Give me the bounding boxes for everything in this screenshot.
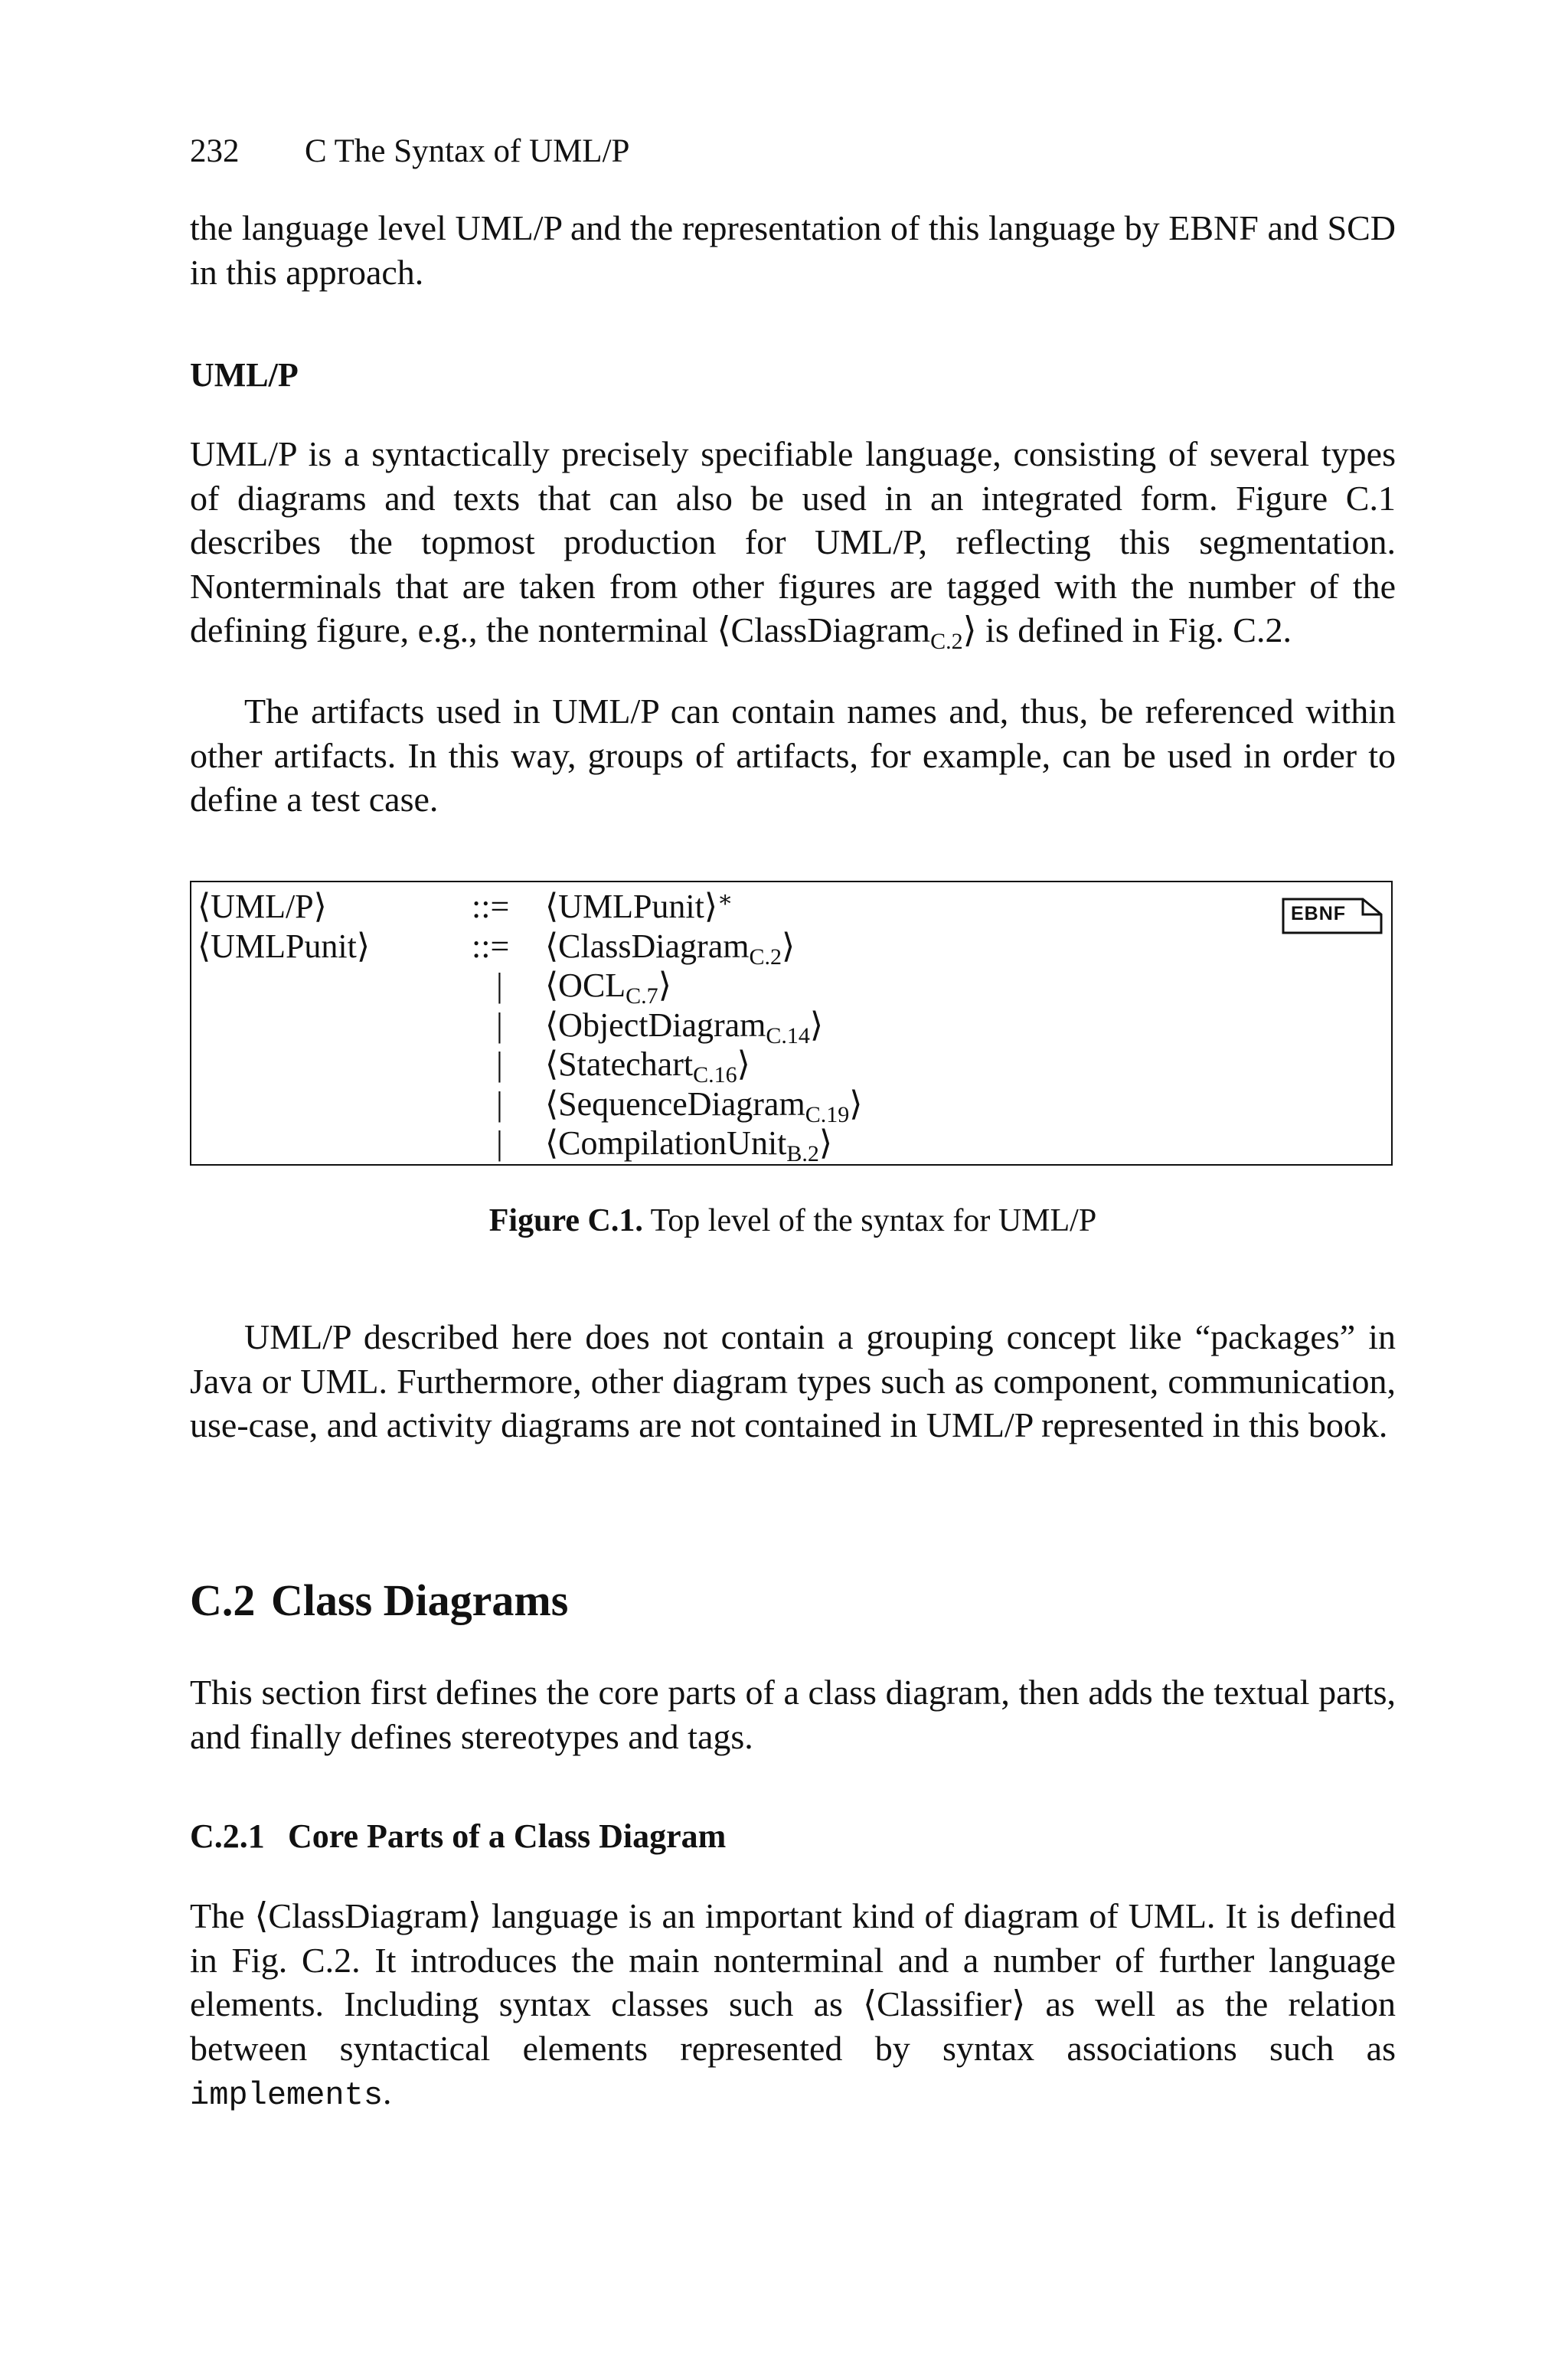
figure-reference-subscript: C.16 bbox=[693, 1062, 737, 1088]
grammar-operator: | bbox=[496, 1006, 503, 1044]
grammar-row bbox=[191, 1124, 1391, 1166]
figure-reference-subscript: C.7 bbox=[626, 983, 658, 1009]
section-intro: This section first defines the core parts of a class diagram, then adds the textual parts, and finally defines stereotypes and tags. bbox=[190, 1673, 1396, 1756]
grammar-operator: | bbox=[496, 967, 503, 1004]
production-symbol: ⟨ObjectDiagram bbox=[545, 1006, 766, 1044]
subsection-heading bbox=[190, 1815, 726, 1858]
grammar-production bbox=[545, 927, 795, 970]
chapter-title: C The Syntax of UML/P bbox=[305, 133, 630, 169]
grammar-operator: ::= bbox=[472, 888, 510, 925]
subsection-title: Core Parts of a Class Diagram bbox=[288, 1817, 727, 1855]
grammar-operator: | bbox=[496, 1124, 503, 1162]
figure-reference-subscript: C.19 bbox=[805, 1101, 850, 1127]
grammar-production bbox=[545, 887, 733, 931]
production-symbol: ⟨UMLPunit⟩ bbox=[545, 888, 718, 925]
figure-label: Figure C.1. bbox=[488, 1203, 643, 1238]
grammar-production bbox=[545, 1006, 823, 1049]
grammar-nonterminal: ⟨UMLPunit⟩ bbox=[198, 927, 371, 965]
subsection-paragraph bbox=[190, 1894, 1396, 2118]
production-close: ⟩ bbox=[849, 1084, 863, 1123]
figure-reference-subscript: B.2 bbox=[786, 1141, 819, 1166]
figure-reference-subscript: C.2 bbox=[749, 944, 782, 970]
production-close: ⟩ bbox=[809, 1006, 824, 1044]
grammar-row bbox=[191, 966, 1391, 1009]
grammar-row bbox=[191, 1006, 1391, 1048]
grammar-row bbox=[191, 927, 1391, 970]
figure-caption-text: Top level of the syntax for UML/P bbox=[650, 1203, 1097, 1238]
production-close: ⟩ bbox=[781, 927, 795, 965]
section-title: Class Diagrams bbox=[271, 1575, 569, 1625]
grammar-production bbox=[545, 1045, 750, 1088]
grammar-row bbox=[191, 887, 1391, 927]
section-heading bbox=[190, 1574, 568, 1627]
umlp-heading: UML/P bbox=[190, 356, 299, 394]
repetition-superscript: ∗ bbox=[717, 887, 733, 912]
subsection-paragraph-tail: . bbox=[383, 2072, 392, 2111]
intro-paragraph: the language level UML/P and the representation of this language by EBNF and SCD in this approach. bbox=[190, 208, 1396, 292]
production-symbol: ⟨SequenceDiagram bbox=[545, 1084, 805, 1123]
section-number: C.2 bbox=[190, 1575, 256, 1625]
production-symbol: ⟨CompilationUnit bbox=[545, 1124, 787, 1162]
umlp-paragraph-1-subscript: C.2 bbox=[930, 629, 963, 654]
grammar-production bbox=[545, 1084, 862, 1128]
umlp-paragraph-1-tail: ⟩ is defined in Fig. C.2. bbox=[962, 610, 1292, 649]
grammar-operator: | bbox=[496, 1045, 503, 1083]
production-close: ⟩ bbox=[658, 967, 671, 1004]
page-number: 232 bbox=[190, 133, 240, 169]
grammar-operator: | bbox=[496, 1084, 503, 1123]
grammar-row bbox=[191, 1045, 1391, 1088]
figure-caption bbox=[190, 1199, 1396, 1242]
umlp-paragraph-2: The artifacts used in UML/P can contain names and, thus, be referenced within other artifacts. In this way, groups of artifacts, for example, can be used in order to define a test case. bbox=[190, 692, 1396, 819]
after-figure-paragraph: UML/P described here does not contain a grouping concept like “packages” in Java or UML. Furthermore, other diagram types such as component, communication, use-case, and activity diagrams are not contained in UML/P represented in this book. bbox=[190, 1317, 1396, 1444]
grammar-production bbox=[545, 1124, 832, 1167]
production-symbol: ⟨ClassDiagram bbox=[545, 927, 750, 965]
grammar-operator: ::= bbox=[472, 927, 510, 965]
subsection-paragraph-text: The ⟨ClassDiagram⟩ language is an important kind of diagram of UML. It is defined in Fig. C.2. It introduces the main nonterminal and a number of further language elements. Including syntax classes such as ⟨Classifier⟩ as well as the relation between syntactical elements represented by syntax associations such as bbox=[190, 1896, 1396, 2068]
grammar-figure bbox=[190, 881, 1393, 1166]
production-symbol: ⟨OCL bbox=[545, 967, 626, 1004]
ebnf-badge-label: EBNF bbox=[1291, 903, 1347, 924]
implements-code: implements bbox=[190, 2077, 384, 2114]
umlp-paragraph-1 bbox=[190, 432, 1396, 657]
production-symbol: ⟨Statechart bbox=[545, 1045, 694, 1083]
grammar-nonterminal: ⟨UML/P⟩ bbox=[198, 888, 327, 925]
figure-reference-subscript: C.14 bbox=[766, 1022, 810, 1048]
running-head bbox=[190, 130, 629, 173]
production-close: ⟩ bbox=[818, 1124, 833, 1162]
grammar-production bbox=[545, 966, 671, 1009]
grammar-row bbox=[191, 1084, 1391, 1127]
umlp-paragraph-1-text: UML/P is a syntactically precisely specifiable language, consisting of several types of diagrams and texts that can also be used in an integrated form. Figure C.1 describes the topmost production for UML/P, reflecting this segmentation. Nonterminals that are taken from other figures are tagged with the number of the defining figure, e.g., the nonterminal ⟨ClassDiagram bbox=[190, 434, 1396, 649]
subsection-number: C.2.1 bbox=[190, 1817, 265, 1855]
production-close: ⟩ bbox=[737, 1045, 750, 1083]
